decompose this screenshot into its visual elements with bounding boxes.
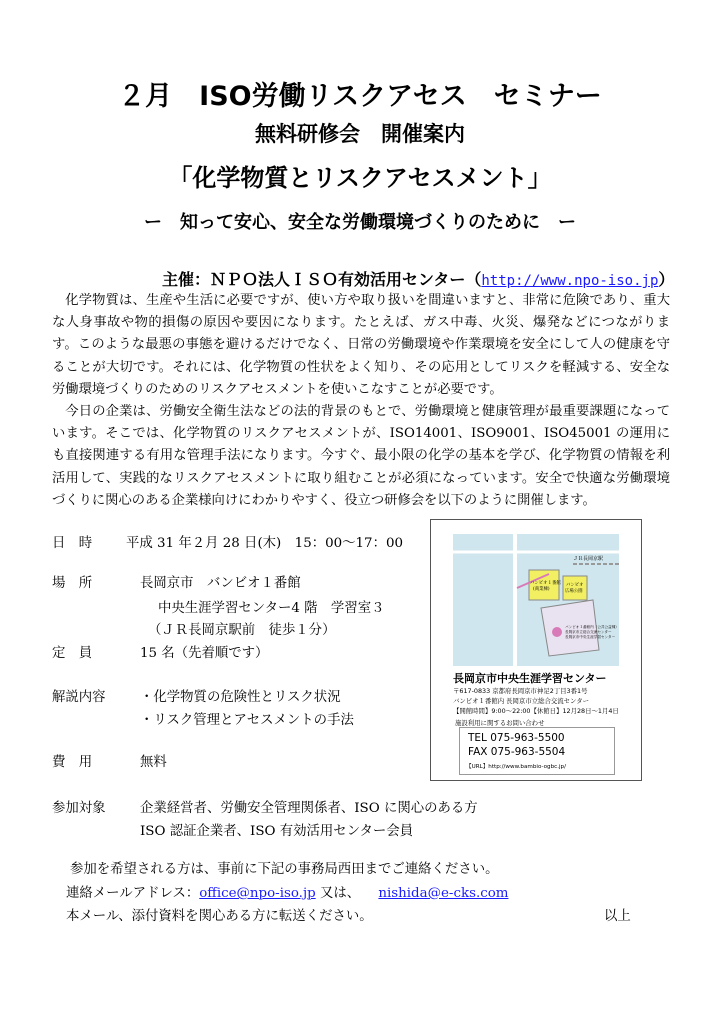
datetime-label: 日 時 bbox=[52, 536, 93, 551]
map-building-1-sub: (商業棟) bbox=[533, 587, 550, 592]
map-address-1: 〒617-0833 京都府長岡京市神足2丁目3番1号 bbox=[453, 687, 588, 695]
map-hours: 【開館時間】9:00～22:00【休館日】12月28日～1月4日 bbox=[453, 707, 619, 715]
map-title: 長岡京市中央生涯学習センター bbox=[453, 672, 607, 685]
map-url: 【URL】http://www.bambio-ogbc.jp/ bbox=[466, 764, 566, 770]
target-label: 参加対象 bbox=[52, 801, 106, 816]
place-line-3: （ＪＲ長岡京駅前 徒歩１分） bbox=[148, 623, 336, 638]
organizer-label: 主催：ＮＰＯ法人ＩＳＯ有効活用センター（ bbox=[162, 270, 482, 289]
fee-value: 無料 bbox=[140, 755, 167, 770]
map-building-2-label: バンビオ bbox=[566, 583, 584, 588]
intro-paragraph-2 bbox=[52, 401, 670, 512]
content-label: 解説内容 bbox=[52, 690, 106, 705]
map-contact-box bbox=[459, 727, 615, 775]
place-label: 場 所 bbox=[52, 576, 93, 591]
map-address-2: バンビオ１番館内 長岡京市立総合交流センター bbox=[453, 697, 589, 705]
map-drawing bbox=[453, 534, 619, 666]
map-station-label: ＪＲ長岡京駅 bbox=[573, 556, 604, 562]
intro-text-2: 今日の企業は、労働安全衛生法などの法的背景のもとで、労働環境と健康管理が最重要課題になっています。そこでは、化学物質のリスクアセスメントが、ISO14001、ISO9001、ISO45001 の運用にも直接関連する有用な管理手法になります。今すぐ、最小限の化学の基本を学び、化学物質の情報を利活用して、実践的なリスクアセスメントに取り組むことが必須になっています。安全で快適な労働環境づくりに関心のある企業様向けにわかりやすく、役立つ研修会を以下のように開催します。 bbox=[52, 404, 670, 508]
title-topic: 「化学物質とリスクアセスメント」 bbox=[168, 164, 552, 192]
footer-contact bbox=[66, 882, 508, 901]
venue-map bbox=[430, 519, 642, 781]
map-building-3-line-2: 長岡京市立総合交流センター bbox=[565, 630, 612, 634]
map-tel: TEL 075-963-5500 bbox=[468, 732, 565, 744]
target-line-1: 企業経営者、労働安全管理関係者、ISO に関心のある方 bbox=[140, 801, 478, 816]
intro-paragraph-1 bbox=[52, 290, 670, 401]
email-nishida-link[interactable]: nishida@e-cks.com bbox=[378, 886, 509, 901]
footer-line-3: 本メール、添付資料を関心ある方に転送ください。 bbox=[66, 909, 373, 924]
map-building-3-line-1: バンビオ１番館内（公共公益棟） bbox=[565, 625, 619, 629]
target-line-2: ISO 認証企業者、ISO 有効活用センター会員 bbox=[140, 824, 414, 839]
map-building-1-label: バンビオ１番館 bbox=[530, 581, 561, 586]
map-building-2-sub: 広場公園 bbox=[565, 589, 583, 594]
title-main: ２月 ISO労働リスクアセス セミナー bbox=[118, 81, 602, 112]
map-image bbox=[453, 534, 619, 666]
map-building-2 bbox=[563, 576, 587, 600]
place-line-1: 長岡京市 バンビオ１番館 bbox=[140, 576, 301, 591]
footer-contact-label: 連絡メールアドレス： bbox=[66, 886, 200, 901]
capacity-value: 15 名（先着順です） bbox=[140, 646, 269, 661]
capacity-label: 定 員 bbox=[52, 646, 93, 661]
footer-or: 又は、 bbox=[319, 886, 361, 901]
intro-text-1: 化学物質は、生産や生活に必要ですが、使い方や取り扱いを間違いますと、非常に危険であり、重大な人身事故や物的損傷の原因や要因になります。たとえば、ガス中毒、火災、爆発などにつながります。このような最悪の事態を避けるだけでなく、日常の労働環境や作業環境を安全にして人の健康を守ることが大切です。それには、化学物質の性状をよく知り、その応用としてリスクを軽減する、安全な労働環境づくりのためのリスクアセスメントを使いこなすことが必要です。 bbox=[52, 293, 670, 397]
footer-line-1: 参加を希望される方は、事前に下記の事務局西田までご連絡ください。 bbox=[70, 862, 499, 877]
map-fax: FAX 075-963-5504 bbox=[468, 746, 566, 758]
email-office-link[interactable]: office@npo-iso.jp bbox=[199, 886, 316, 901]
place-line-2: 中央生涯学習センター4 階 学習室３ bbox=[158, 601, 385, 616]
map-target-marker bbox=[552, 627, 562, 637]
fee-label: 費 用 bbox=[52, 755, 93, 770]
organizer bbox=[162, 267, 674, 290]
title-tagline: ー 知って安心、安全な労働環境づくりのために ー bbox=[144, 212, 576, 233]
title-sub: 無料研修会 開催案内 bbox=[255, 122, 465, 146]
content-item-1: ・化学物質の危険性とリスク状況 bbox=[140, 690, 341, 705]
map-building-3-line-3: 長岡京市中央生涯学習センター bbox=[565, 635, 616, 639]
footer-closing: 以上 bbox=[604, 909, 631, 924]
content-item-2: ・リスク管理とアセスメントの手法 bbox=[140, 713, 354, 728]
organizer-close: ） bbox=[658, 270, 675, 289]
map-inquiry: 施設利用に関するお問い合わせ bbox=[455, 719, 545, 727]
datetime-value: 平成 31 年２月 28 日(木) 15：00～17：00 bbox=[126, 536, 404, 551]
organizer-link[interactable]: http://www.npo-iso.jp bbox=[481, 273, 659, 289]
